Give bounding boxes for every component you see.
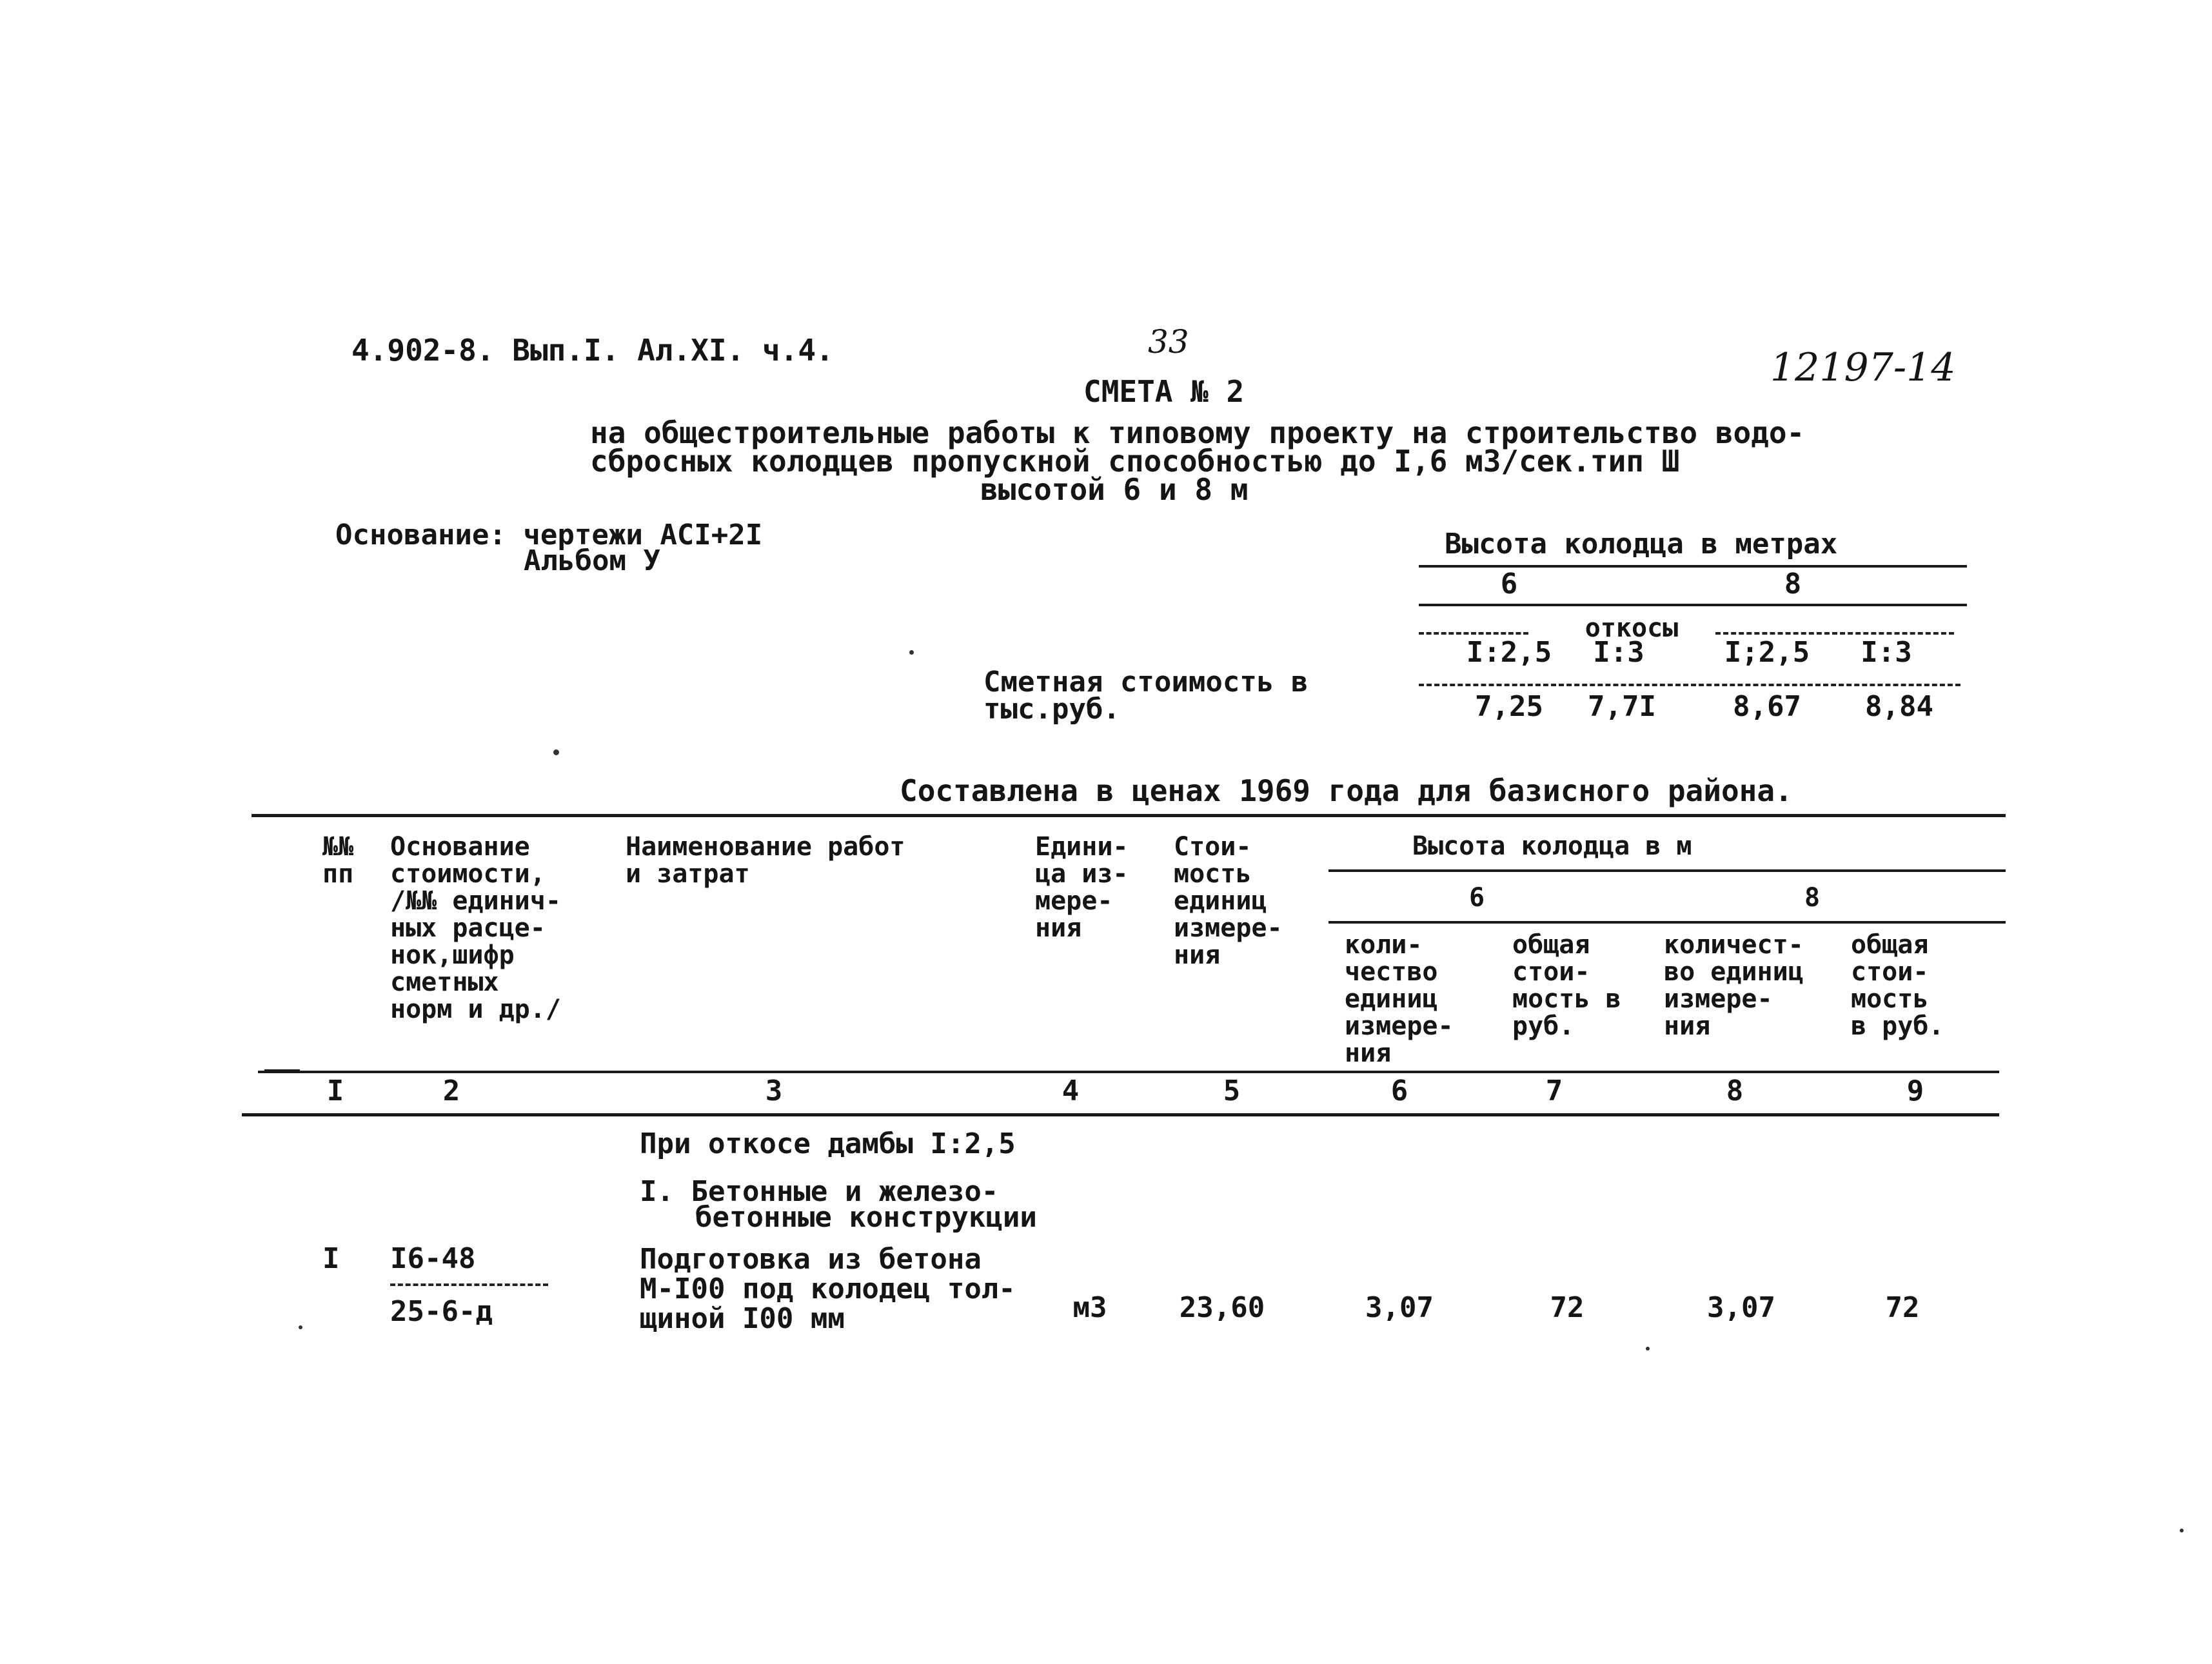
row-basis-divider bbox=[390, 1283, 548, 1286]
summary-slope-1: I:2,5 bbox=[1466, 636, 1552, 669]
summary-dash-bottom bbox=[1419, 684, 1960, 686]
table-top-rule bbox=[252, 814, 2006, 817]
summary-cost-2: 7,7I bbox=[1588, 690, 1656, 723]
header-col-6: коли- чество единиц измере- ния bbox=[1345, 930, 1454, 1068]
row-qty-8: 3,07 bbox=[1707, 1291, 1775, 1324]
summary-slope-4: I:3 bbox=[1861, 636, 1912, 669]
title-line-2: сбросных колодцев пропускной способностью до I,6 м3/сек.тип Ш bbox=[590, 444, 1680, 479]
header-col-8: количест- во единиц измере- ния bbox=[1664, 930, 1804, 1041]
summary-cost-label-1: Сметная стоимость в bbox=[983, 666, 1308, 698]
header-col-4: Едини- ца из- мере- ния bbox=[1035, 832, 1129, 943]
header-col-2: Основание стоимости, /№№ единич- ных расце- нок,шифр сметных норм и др./ bbox=[390, 832, 561, 1024]
row-total-6: 72 bbox=[1550, 1291, 1585, 1324]
header-col-7: общая стои- мость в руб. bbox=[1512, 930, 1621, 1041]
summary-cost-3: 8,67 bbox=[1733, 690, 1801, 723]
summary-height-8: 8 bbox=[1784, 568, 1802, 600]
row-number: I bbox=[322, 1242, 340, 1275]
document-code: 4.902-8. Вып.I. Ал.XI. ч.4. bbox=[351, 333, 834, 368]
summary-slope-2: I:3 bbox=[1593, 636, 1644, 669]
row-basis-bottom: 25-6-д bbox=[390, 1295, 493, 1328]
col-number-5: 5 bbox=[1223, 1075, 1241, 1107]
summary-rule-2 bbox=[1419, 604, 1967, 606]
scan-speck bbox=[299, 1325, 302, 1329]
header-col-9: общая стои- мость в руб. bbox=[1851, 930, 1944, 1041]
basis-album: Альбом У bbox=[524, 544, 660, 577]
scan-speck bbox=[909, 650, 914, 655]
summary-cost-4: 8,84 bbox=[1865, 690, 1933, 723]
scan-speck bbox=[1646, 1347, 1650, 1351]
header-subgroup-rule bbox=[1328, 921, 2006, 924]
summary-height-6: 6 bbox=[1500, 568, 1518, 600]
col-number-6: 6 bbox=[1390, 1075, 1408, 1107]
section-title-2: бетонные конструкции bbox=[695, 1201, 1037, 1234]
archive-number: 12197-14 bbox=[1770, 345, 1956, 390]
row-basis-top: I6-48 bbox=[390, 1242, 476, 1275]
header-bottom-tick bbox=[264, 1069, 300, 1073]
smeta-title: СМЕТА № 2 bbox=[1083, 374, 1245, 409]
scan-speck bbox=[2180, 1529, 2184, 1532]
summary-cost-1: 7,25 bbox=[1475, 690, 1543, 723]
summary-dash-left bbox=[1419, 632, 1528, 635]
row-unit-cost: 23,60 bbox=[1179, 1291, 1265, 1324]
header-col-3: Наименование работ и затрат bbox=[626, 832, 905, 889]
header-height-8: 8 bbox=[1804, 883, 1821, 913]
column-numbers-rule bbox=[242, 1113, 1999, 1116]
summary-slopes-label: откосы bbox=[1585, 613, 1679, 643]
scan-speck bbox=[553, 749, 559, 755]
section-slope: При откосе дамбы I:2,5 bbox=[640, 1127, 1016, 1160]
header-bottom-rule bbox=[258, 1071, 1999, 1073]
header-col-1: №№ пп bbox=[322, 832, 354, 889]
summary-cost-label-2: тыс.руб. bbox=[983, 693, 1120, 726]
title-line-3: высотой 6 и 8 м bbox=[980, 472, 1249, 507]
col-number-4: 4 bbox=[1062, 1075, 1080, 1107]
header-height-6: 6 bbox=[1468, 883, 1485, 913]
summary-dash-right bbox=[1715, 632, 1954, 635]
prices-note: Составлена в ценах 1969 года для базисного района. bbox=[900, 773, 1793, 808]
col-number-9: 9 bbox=[1906, 1075, 1924, 1107]
row-work-name: Подготовка из бетона М-I00 под колодец тол- щиной I00 мм bbox=[640, 1243, 1016, 1336]
page-number: 33 bbox=[1148, 323, 1189, 361]
basis-label: Основание: чертежи АСI+2I bbox=[335, 519, 763, 551]
col-number-2: 2 bbox=[442, 1075, 460, 1107]
row-qty-6: 3,07 bbox=[1365, 1291, 1434, 1324]
header-height-group: Высота колодца в м bbox=[1412, 831, 1692, 861]
col-number-7: 7 bbox=[1545, 1075, 1563, 1107]
title-line-1: на общестроительные работы к типовому проекту на строительство водо- bbox=[590, 415, 1805, 450]
header-group-rule bbox=[1328, 869, 2006, 872]
col-number-1: I bbox=[326, 1075, 344, 1107]
section-title-1: I. Бетонные и железо- bbox=[640, 1175, 999, 1208]
summary-height-header: Высота колодца в метрах bbox=[1445, 528, 1838, 560]
row-total-8: 72 bbox=[1885, 1291, 1920, 1324]
col-number-3: 3 bbox=[765, 1075, 783, 1107]
summary-slope-3: I;2,5 bbox=[1724, 636, 1810, 669]
row-unit: м3 bbox=[1072, 1291, 1107, 1324]
col-number-8: 8 bbox=[1726, 1075, 1744, 1107]
header-col-5: Стои- мость единиц измере- ния bbox=[1174, 832, 1283, 970]
